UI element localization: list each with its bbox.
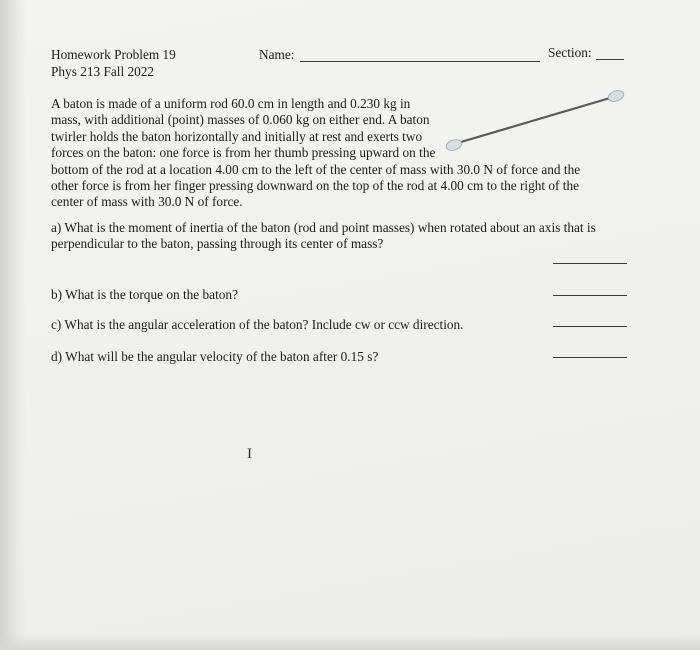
- name-label: Name:: [259, 47, 295, 62]
- question-c: c) What is the angular acceleration of the baton? Include cw or ccw direction.: [51, 317, 464, 332]
- section-blank-line: [596, 59, 624, 60]
- name-blank-line: [300, 61, 540, 62]
- question-b: b) What is the torque on the baton?: [51, 287, 238, 302]
- question-a: [51, 220, 596, 253]
- answer-a-line: [553, 263, 627, 264]
- question-a-line: perpendicular to the baton, passing through its center of mass?: [51, 236, 384, 252]
- question-a-line: a) What is the moment of inertia of the baton (rod and point masses) when rotated about an axis that is: [51, 220, 596, 235]
- statement-line: mass, with additional (point) masses of 0.060 kg on either end. A baton: [51, 112, 430, 128]
- statement-line: bottom of the rod at a location 4.00 cm to the left of the center of mass with 30.0 N of force and the: [51, 161, 581, 177]
- course-label: Phys 213 Fall 2022: [51, 64, 155, 79]
- answer-c-line: [553, 326, 627, 327]
- statement-line: A baton is made of a uniform rod 60.0 cm in length and 0.230 kg in: [51, 96, 411, 111]
- statement-line: center of mass with 30.0 N of force.: [51, 194, 243, 210]
- question-d: d) What will be the angular velocity of the baton after 0.15 s?: [51, 349, 379, 364]
- statement-line: forces on the baton: one force is from her thumb pressing upward on the: [51, 145, 436, 161]
- statement-line: twirler holds the baton horizontally and initially at rest and exerts two: [51, 128, 423, 144]
- problem-title: Homework Problem 19: [51, 47, 176, 62]
- text-cursor-icon: I: [247, 446, 252, 462]
- page-shadow-bottom: [0, 634, 700, 650]
- statement-line: other force is from her finger pressing downward on the top of the rod at 4.00 cm to the right of the: [51, 178, 580, 194]
- problem-statement: [51, 96, 580, 211]
- answer-d-line: [553, 357, 627, 358]
- page-shadow-left: [0, 0, 26, 650]
- answer-b-line: [553, 295, 627, 296]
- section-label: Section:: [548, 45, 592, 60]
